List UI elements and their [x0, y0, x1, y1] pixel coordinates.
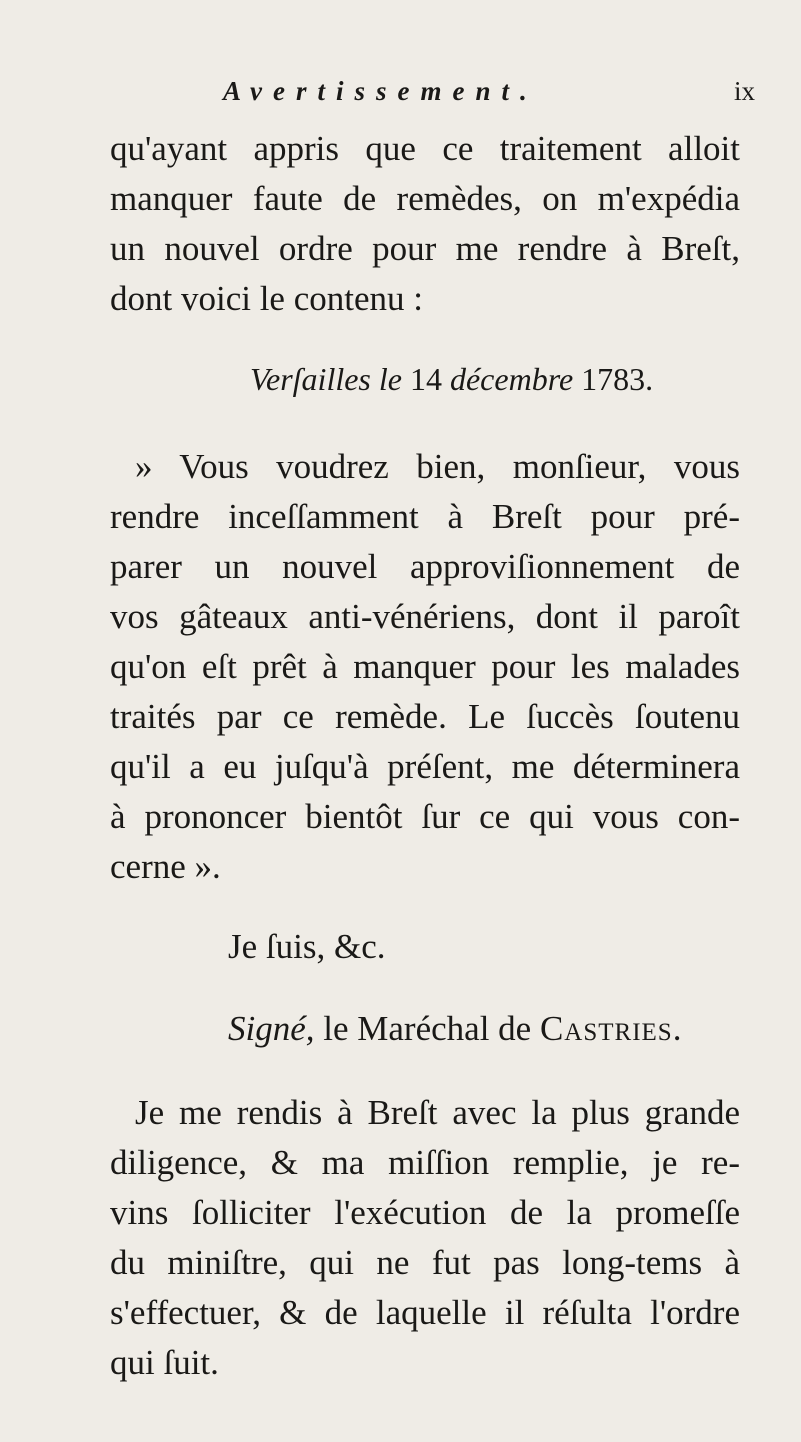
- text-line: s'effectuer, & de laquelle il réſulta l'ordre: [110, 1293, 740, 1332]
- text-line: diligence, & ma miſſion remplie, je re-: [110, 1143, 740, 1182]
- text-line: dont voici le contenu :: [110, 279, 423, 318]
- dateline-place: Verſailles le: [250, 361, 402, 397]
- text-line: qu'on eſt prêt à manquer pour les malades: [110, 647, 740, 686]
- dateline-day: 14: [409, 361, 442, 397]
- text-line: manquer faute de remèdes, on m'expédia: [110, 179, 740, 218]
- text-line: » Vous voudrez bien, monſieur, vous: [135, 447, 740, 486]
- running-header: [195, 70, 755, 114]
- running-title: Avertissement.: [223, 76, 538, 106]
- text-line: cerne ».: [110, 847, 221, 886]
- text-line: rendre inceſſamment à Breſt pour pré-: [110, 497, 740, 536]
- signature-text: le Maréchal de: [323, 1009, 532, 1048]
- signature-name: Castries.: [539, 1009, 683, 1048]
- text-line: vins ſolliciter l'exécution de la promeſſe: [110, 1193, 740, 1232]
- text-line: un nouvel ordre pour me rendre à Breſt,: [110, 229, 740, 268]
- signature: [228, 1008, 748, 1050]
- text-line: qu'ayant appris que ce traitement alloit: [110, 129, 740, 168]
- text-line: à prononcer bientôt ſur ce qui vous con-: [110, 797, 740, 836]
- text-line: Je me rendis à Breſt avec la plus grande: [135, 1093, 740, 1132]
- text-line: du miniſtre, qui ne fut pas long-tems à: [110, 1243, 740, 1282]
- page-number: ix: [733, 76, 755, 106]
- dateline-year: 1783.: [581, 361, 654, 397]
- signature-label: Signé,: [228, 1009, 315, 1048]
- text-line: traités par ce remède. Le ſuccès ſoutenu: [110, 697, 740, 736]
- text-line: qui ſuit.: [110, 1343, 219, 1382]
- closing: Je ſuis, &c.: [228, 927, 386, 966]
- text-line: qu'il a eu juſqu'à préſent, me déterminera: [110, 747, 740, 786]
- text-line: vos gâteaux anti-vénériens, dont il paroît: [110, 597, 740, 636]
- text-line: parer un nouvel approviſionnement de: [110, 547, 740, 586]
- dateline: [250, 358, 730, 400]
- dateline-month: décembre: [449, 361, 574, 397]
